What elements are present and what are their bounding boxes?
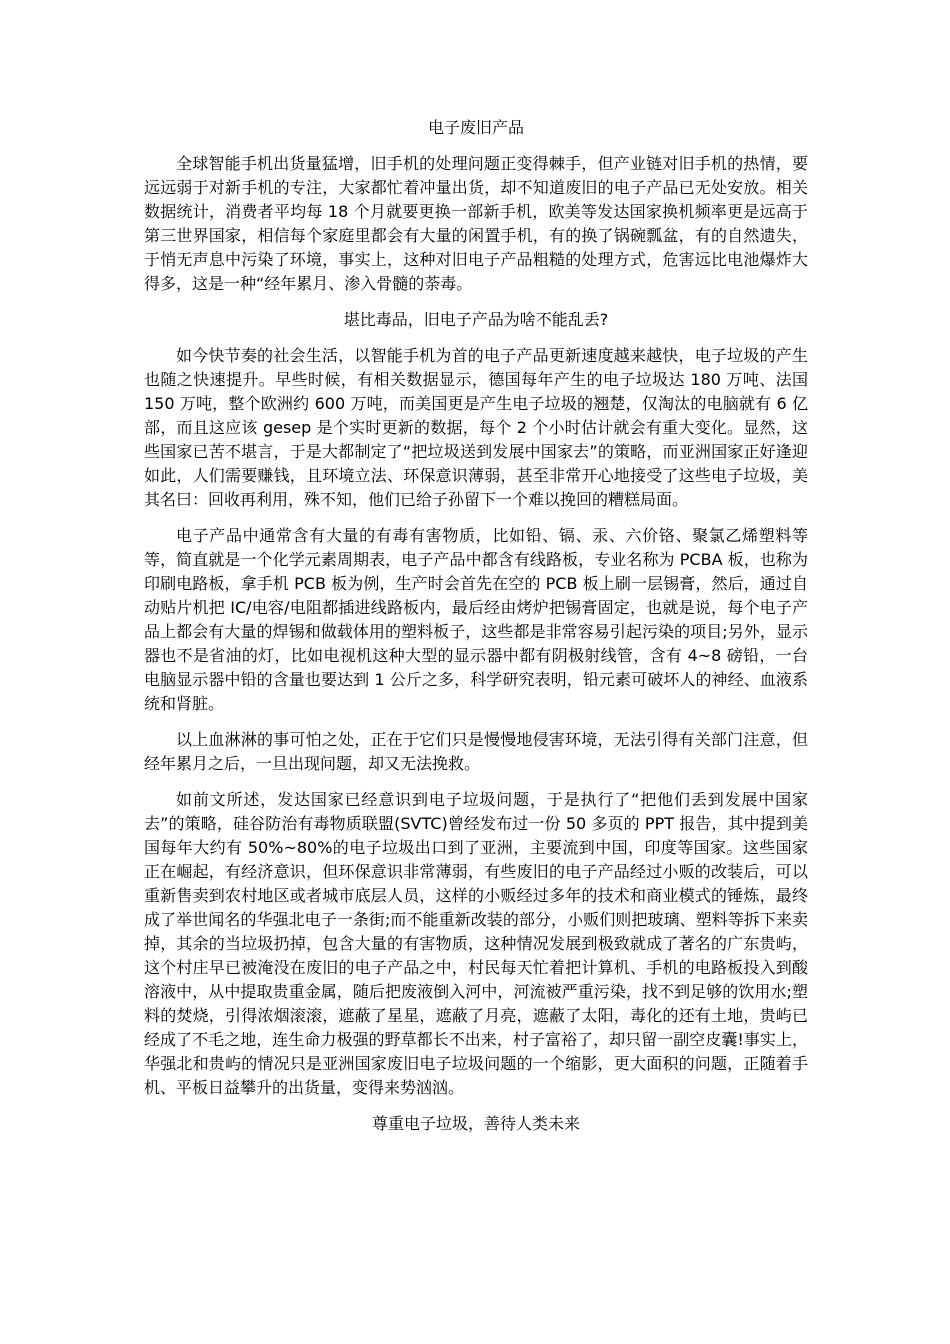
body-paragraph: 电子产品中通常含有大量的有毒有害物质，比如铅、镉、汞、六价铬、聚氯乙烯塑料等等，简直就是一个化学元素周期表，电子产品中都含有线路板，专业名称为 PCBA 板，也称为印刷电路板，拿手机 PCB 板为例，生产时会首先在空的 PCB 板上刷一层锡膏，然后，通过自动贴片机把 IC/电容/电阻都插进线路板内，最后经由烤炉把锡膏固定，也就是说，每个电子产品上都会有大量的焊锡和做载体用的塑料板子，这些都是非常容易引起污染的项目;另外，显示器也不是省油的灯，比如电视机这种大型的显示器中都有阴极射线管，含有 4~8 磅铅，一台电脑显示器中铅的含量也要达到 1 公斤之多，科学研究表明，铅元素可破坏人的神经、血液系统和肾脏。 [144, 526, 808, 713]
document-body [144, 116, 808, 1148]
section-heading-2: 尊重电子垃圾，善待人类未来 [371, 1114, 580, 1133]
intro-paragraph: 全球智能手机出货量猛增，旧手机的处理问题正变得棘手，但产业链对旧手机的热情，要远远弱于对新手机的专注，大家都忙着冲量出货，却不知道废旧的电子产品已无处安放。相关数据统计，消费者平均每 18 个月就要更换一部新手机，欧美等发达国家换机频率更是远高于第三世界国家，相信每个家庭里都会有大量的闲置手机，有的换了锅碗瓢盆，有的自然遗失，于悄无声息中污染了环境，事实上，这种对旧电子产品粗糙的处理方式，危害远比电池爆炸大得多，这是一种“经年累月、渗入骨髓的荼毒。 [144, 154, 808, 293]
document-title: 电子废旧产品 [427, 118, 524, 137]
body-paragraph: 如今快节奏的社会生活，以智能手机为首的电子产品更新速度越来越快，电子垃圾的产生也随之快速提升。早些时候，有相关数据显示，德国每年产生的电子垃圾达 180 万吨、法国 150 万吨，整个欧洲约 600 万吨，而美国更是产生电子垃圾的翘楚，仅淘汰的电脑就有 6 亿部，而且这应该 gesep 是个实时更新的数据，每个 2 个小时估计就会有重大变化。显然，这些国家已苦不堪言，于是大都制定了“把垃圾送到发展中国家去”的策略，而亚洲国家正好逢迎如此，人们需要赚钱，且环境立法、环保意识薄弱，甚至非常开心地接受了这些电子垃圾，美其名曰：回收再利用，殊不知，他们已给子孙留下一个难以挽回的糟糕局面。 [144, 346, 808, 509]
body-paragraph: 以上血淋淋的事可怕之处，正在于它们只是慢慢地侵害环境，无法引得有关部门注意，但经年累月之后，一旦出现问题，却又无法挽救。 [144, 730, 808, 773]
body-paragraph: 如前文所述，发达国家已经意识到电子垃圾问题，于是执行了“把他们丢到发展中国家去”的策略，硅谷防治有毒物质联盟(SVTC)曾经发布过一份 50 多页的 PPT 报告，其中提到美国每年大约有 50%~80%的电子垃圾出口到了亚洲，主要流到中国，印度等国家。这些国家正在崛起，有经济意识，但环保意识非常薄弱，有些废旧的电子产品经过小贩的改装后，可以重新售卖到农村地区或者城市底层人员，这样的小贩经过多年的技术和商业模式的锤炼，最终成了举世闻名的华强北电子一条街;而不能重新改装的部分，小贩们则把玻璃、塑料等拆下来卖掉，其余的当垃圾扔掉，包含大量的有害物质，这种情况发展到极致就成了著名的广东贵屿，这个村庄早已被淹没在废旧的电子产品之中，村民每天忙着把计算机、手机的电路板投入到酸溶液中，从中提取贵重金属，随后把废液倒入河中，河流被严重污染，找不到足够的饮用水;塑料的焚烧，引得浓烟滚滚，遮蔽了星星，遮蔽了月亮，遮蔽了太阳，毒化的还有土地，贵屿已经成了不毛之地，连生命力极强的野草都长不出来，村子富裕了，却只留一副空皮囊!事实上，华强北和贵屿的情况只是亚洲国家废旧电子垃圾问题的一个缩影，更大面积的问题，正随着手机、平板日益攀升的出货量，变得来势汹汹。 [144, 790, 808, 1097]
section-heading-1: 堪比毒品，旧电子产品为啥不能乱丢? [343, 310, 609, 329]
